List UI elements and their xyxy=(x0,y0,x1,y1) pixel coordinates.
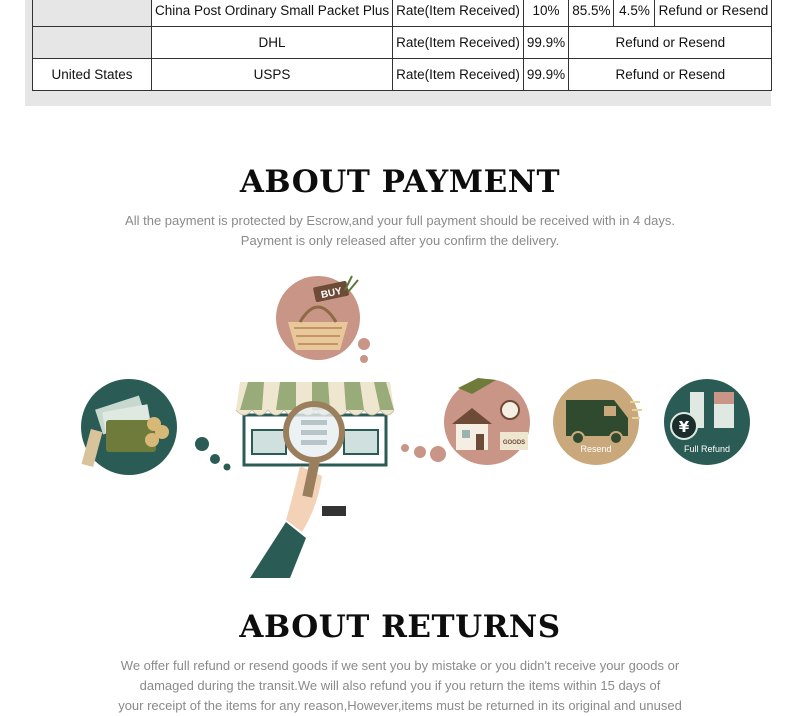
dot-decoration xyxy=(210,454,220,464)
full-refund-icon xyxy=(664,379,750,465)
dot-decoration xyxy=(358,338,370,350)
table-cell: 85.5% xyxy=(569,0,614,27)
resend-label: Resend xyxy=(580,444,612,454)
table-cell: 4.5% xyxy=(614,0,655,27)
table-cell: DHL xyxy=(152,27,393,59)
payment-text-line: All the payment is protected by Escrow,and your full payment should be received with in 4 days. xyxy=(125,213,675,228)
dot-decoration xyxy=(195,437,209,451)
buy-basket-icon xyxy=(276,276,360,360)
dot-decoration xyxy=(401,444,409,452)
table-cell: Rate(Item Received) xyxy=(393,27,524,59)
dot-decoration xyxy=(224,464,231,471)
table-cell: USPS xyxy=(152,59,393,91)
returns-heading: ABOUT RETURNS xyxy=(239,609,561,645)
goods-box-label: GOODS xyxy=(502,440,526,446)
dot-decoration xyxy=(430,446,446,462)
resend-van-icon xyxy=(553,379,642,465)
payment-heading: ABOUT PAYMENT xyxy=(239,164,561,200)
full-refund-label: Full Refund xyxy=(683,444,731,454)
table-cell: Refund or Resend xyxy=(569,27,772,59)
table-cell: 10% xyxy=(523,0,568,27)
payment-text-line: Payment is only released after you confirm the delivery. xyxy=(240,233,560,248)
table-cell: Rate(Item Received) xyxy=(393,59,524,91)
buy-sign-label: BUY xyxy=(320,285,343,302)
table-cell: 99.9% xyxy=(523,59,568,91)
table-cell: China Post Ordinary Small Packet Plus xyxy=(152,0,393,27)
table-cell: Rate(Item Received) xyxy=(393,0,524,27)
shipping-table xyxy=(32,0,772,91)
returns-text-line: your receipt of the items for any reason,However,items must be returned in its original and unused xyxy=(118,698,682,713)
payment-process-illustration xyxy=(0,270,800,585)
table-row xyxy=(33,59,772,91)
table-cell xyxy=(33,0,152,27)
returns-text-line: We offer full refund or resend goods if we sent you by mistake or you didn't receive your goods or xyxy=(120,658,680,673)
dot-decoration xyxy=(414,446,426,458)
dot-decoration xyxy=(360,355,368,363)
wallet-money-icon xyxy=(81,379,177,475)
table-row xyxy=(33,27,772,59)
table-cell: 99.9% xyxy=(523,27,568,59)
table-cell: Refund or Resend xyxy=(569,59,772,91)
table-cell: United States xyxy=(33,59,152,91)
table-cell: Refund or Resend xyxy=(655,0,772,27)
returns-text-line: damaged during the transit.We will also refund you if you return the items within 15 days of xyxy=(139,678,661,693)
delivery-house-icon xyxy=(444,378,530,465)
yen-symbol: ¥ xyxy=(678,418,690,436)
table-row xyxy=(33,0,772,27)
table-cell xyxy=(33,27,152,59)
